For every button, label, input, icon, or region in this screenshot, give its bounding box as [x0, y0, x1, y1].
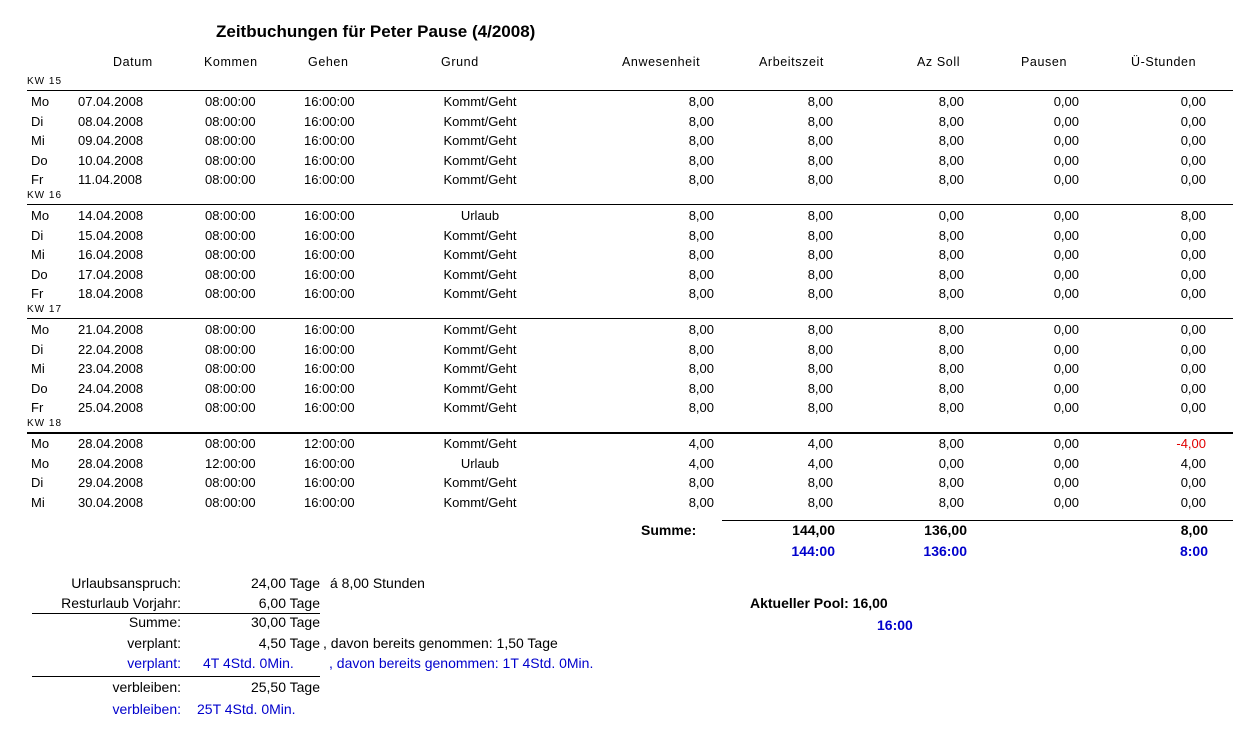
cell-anw: 8,00 — [688, 113, 714, 129]
cell-anw: 4,00 — [688, 436, 714, 451]
table-row — [0, 172, 1259, 192]
cell-pausen: 0,00 — [1053, 208, 1079, 223]
cell-grund: Kommt/Geht — [443, 152, 517, 168]
cell-ue: 0,00 — [1180, 322, 1206, 337]
cell-date: 23.04.2008 — [78, 361, 144, 377]
cell-pausen: 0,00 — [1053, 247, 1079, 263]
cell-pausen: 0,00 — [1053, 133, 1079, 149]
cell-day: Mi — [31, 247, 45, 263]
cell-kommen: 08:00:00 — [205, 322, 256, 337]
cell-kommen: 08:00:00 — [205, 361, 256, 377]
cell-date: 21.04.2008 — [78, 322, 144, 337]
cell-arb: 8,00 — [807, 266, 833, 282]
cell-gehen: 12:00:00 — [304, 436, 355, 451]
header-datum: Datum — [113, 55, 153, 69]
table-row — [0, 456, 1259, 476]
cell-arb: 8,00 — [807, 94, 833, 109]
cell-pausen: 0,00 — [1053, 94, 1079, 109]
cell-grund: Kommt/Geht — [443, 266, 517, 282]
table-row — [0, 342, 1259, 362]
cell-gehen: 16:00:00 — [304, 361, 355, 377]
cell-anw: 8,00 — [688, 475, 714, 491]
verbleiben-label: verbleiben: — [112, 679, 181, 695]
cell-date: 08.04.2008 — [78, 113, 144, 129]
summe-ue-stunden-hm: 8:00 — [1179, 543, 1208, 559]
cell-date: 09.04.2008 — [78, 133, 144, 149]
pool-label: Aktueller Pool: 16,00 — [750, 595, 888, 611]
cell-date: 28.04.2008 — [78, 455, 144, 471]
cell-grund: Kommt/Geht — [443, 172, 517, 188]
cell-grund: Kommt/Geht — [443, 400, 517, 416]
cell-soll: 8,00 — [938, 247, 964, 263]
week-divider — [27, 432, 1233, 434]
cell-ue: 0,00 — [1180, 266, 1206, 282]
cell-gehen: 16:00:00 — [304, 227, 355, 243]
cell-gehen: 16:00:00 — [304, 400, 355, 416]
cell-gehen: 16:00:00 — [304, 247, 355, 263]
cell-ue: 0,00 — [1180, 113, 1206, 129]
week-label: KW 18 — [27, 418, 63, 429]
cell-anw: 8,00 — [688, 494, 714, 510]
cell-gehen: 16:00:00 — [304, 152, 355, 168]
cell-arb: 8,00 — [807, 133, 833, 149]
cell-gehen: 16:00:00 — [304, 475, 355, 491]
cell-kommen: 08:00:00 — [205, 208, 256, 223]
cell-soll: 8,00 — [938, 266, 964, 282]
cell-day: Di — [31, 475, 44, 491]
cell-grund: Kommt/Geht — [443, 286, 517, 302]
cell-grund: Kommt/Geht — [443, 247, 517, 263]
urlaubsanspruch-value: 24,00 Tage — [250, 575, 320, 591]
urlaub-summe-label: Summe: — [128, 614, 181, 630]
cell-soll: 8,00 — [938, 322, 964, 337]
urlaubsanspruch-suffix: á 8,00 Stunden — [330, 575, 425, 591]
verplant-value: 4,50 Tage — [258, 635, 320, 651]
table-row — [0, 133, 1259, 153]
cell-day: Mi — [31, 133, 45, 149]
cell-kommen: 08:00:00 — [205, 475, 256, 491]
cell-anw: 8,00 — [688, 94, 714, 109]
cell-kommen: 08:00:00 — [205, 400, 256, 416]
cell-gehen: 16:00:00 — [304, 494, 355, 510]
cell-anw: 8,00 — [688, 341, 714, 357]
cell-kommen: 08:00:00 — [205, 494, 256, 510]
cell-arb: 8,00 — [807, 475, 833, 491]
table-row — [0, 436, 1259, 456]
sum-divider — [722, 520, 1233, 521]
cell-grund: Kommt/Geht — [443, 94, 517, 109]
table-row — [0, 286, 1259, 306]
pool-value-hm: 16:00 — [877, 617, 913, 633]
header-grund: Grund — [441, 55, 479, 69]
cell-soll: 8,00 — [938, 152, 964, 168]
header-arbeitszeit: Arbeitszeit — [759, 55, 824, 69]
summe-label: Summe: — [641, 522, 697, 538]
cell-ue: 0,00 — [1180, 341, 1206, 357]
verbleiben-value: 25,50 Tage — [250, 679, 320, 695]
cell-pausen: 0,00 — [1053, 400, 1079, 416]
cell-day: Di — [31, 113, 44, 129]
cell-ue: 0,00 — [1180, 361, 1206, 377]
cell-pausen: 0,00 — [1053, 455, 1079, 471]
table-row — [0, 361, 1259, 381]
table-row — [0, 247, 1259, 267]
cell-arb: 8,00 — [807, 322, 833, 337]
urlaub-summe-value: 30,00 Tage — [250, 614, 320, 630]
cell-date: 07.04.2008 — [78, 94, 144, 109]
urlaubsanspruch-label: Urlaubsanspruch: — [71, 575, 181, 591]
summe-ue-stunden: 8,00 — [1180, 522, 1208, 538]
cell-day: Fr — [31, 286, 44, 302]
cell-date: 22.04.2008 — [78, 341, 144, 357]
table-row — [0, 475, 1259, 495]
cell-day: Mo — [31, 436, 50, 451]
cell-ue: 0,00 — [1180, 172, 1206, 188]
cell-kommen: 08:00:00 — [205, 152, 256, 168]
summe-az-soll-hm: 136:00 — [923, 543, 967, 559]
cell-ue: 0,00 — [1180, 380, 1206, 396]
cell-soll: 0,00 — [938, 208, 964, 223]
cell-date: 30.04.2008 — [78, 494, 144, 510]
verbleiben-hm-value: 25T 4Std. 0Min. — [197, 701, 296, 717]
cell-arb: 8,00 — [807, 208, 833, 223]
week-divider — [27, 318, 1233, 319]
cell-gehen: 16:00:00 — [304, 113, 355, 129]
cell-gehen: 16:00:00 — [304, 94, 355, 109]
cell-arb: 4,00 — [807, 455, 833, 471]
verplant-label: verplant: — [127, 635, 181, 651]
cell-day: Do — [31, 152, 48, 168]
cell-anw: 8,00 — [688, 322, 714, 337]
cell-anw: 8,00 — [688, 266, 714, 282]
cell-grund: Kommt/Geht — [443, 322, 517, 337]
cell-ue: 0,00 — [1180, 152, 1206, 168]
cell-pausen: 0,00 — [1053, 266, 1079, 282]
cell-soll: 8,00 — [938, 286, 964, 302]
resturlaub-value: 6,00 Tage — [258, 595, 320, 611]
cell-soll: 8,00 — [938, 494, 964, 510]
cell-day: Do — [31, 266, 48, 282]
cell-ue: -4,00 — [1176, 436, 1206, 451]
cell-ue: 0,00 — [1180, 94, 1206, 109]
table-row — [0, 267, 1259, 287]
header-pausen: Pausen — [1021, 55, 1067, 69]
table-row — [0, 208, 1259, 228]
cell-soll: 8,00 — [938, 172, 964, 188]
table-row — [0, 400, 1259, 420]
cell-grund: Kommt/Geht — [443, 494, 517, 510]
cell-grund: Kommt/Geht — [443, 133, 517, 149]
cell-anw: 8,00 — [688, 133, 714, 149]
cell-arb: 8,00 — [807, 172, 833, 188]
cell-date: 16.04.2008 — [78, 247, 144, 263]
cell-anw: 8,00 — [688, 286, 714, 302]
cell-arb: 8,00 — [807, 227, 833, 243]
cell-arb: 8,00 — [807, 400, 833, 416]
verplant-hm-label: verplant: — [127, 655, 181, 671]
table-row — [0, 228, 1259, 248]
table-row — [0, 94, 1259, 114]
cell-grund: Kommt/Geht — [443, 227, 517, 243]
cell-pausen: 0,00 — [1053, 113, 1079, 129]
week-divider — [27, 90, 1233, 91]
cell-grund: Kommt/Geht — [443, 113, 517, 129]
cell-gehen: 16:00:00 — [304, 380, 355, 396]
cell-soll: 8,00 — [938, 227, 964, 243]
table-row — [0, 322, 1259, 342]
cell-ue: 0,00 — [1180, 475, 1206, 491]
cell-date: 17.04.2008 — [78, 266, 144, 282]
cell-gehen: 16:00:00 — [304, 172, 355, 188]
cell-kommen: 08:00:00 — [205, 266, 256, 282]
cell-day: Mo — [31, 455, 50, 471]
cell-grund: Urlaub — [460, 455, 500, 471]
cell-ue: 0,00 — [1180, 227, 1206, 243]
cell-soll: 8,00 — [938, 113, 964, 129]
cell-date: 18.04.2008 — [78, 286, 144, 302]
summe-arbeitszeit-hm: 144:00 — [791, 543, 835, 559]
cell-anw: 8,00 — [688, 380, 714, 396]
cell-soll: 8,00 — [938, 436, 964, 451]
cell-pausen: 0,00 — [1053, 152, 1079, 168]
cell-arb: 8,00 — [807, 341, 833, 357]
cell-arb: 4,00 — [807, 436, 833, 451]
cell-anw: 8,00 — [688, 247, 714, 263]
cell-day: Mi — [31, 494, 45, 510]
cell-date: 29.04.2008 — [78, 475, 144, 491]
cell-anw: 8,00 — [688, 361, 714, 377]
cell-date: 10.04.2008 — [78, 152, 144, 168]
cell-grund: Kommt/Geht — [443, 436, 517, 451]
cell-grund: Kommt/Geht — [443, 380, 517, 396]
cell-anw: 4,00 — [688, 455, 714, 471]
cell-gehen: 16:00:00 — [304, 322, 355, 337]
cell-grund: Kommt/Geht — [443, 341, 517, 357]
cell-ue: 4,00 — [1180, 455, 1206, 471]
cell-gehen: 16:00:00 — [304, 341, 355, 357]
cell-kommen: 08:00:00 — [205, 113, 256, 129]
verplant-hm-suffix: , davon bereits genommen: 1T 4Std. 0Min. — [329, 655, 594, 671]
resturlaub-label: Resturlaub Vorjahr: — [61, 595, 181, 611]
cell-ue: 0,00 — [1180, 400, 1206, 416]
table-row — [0, 153, 1259, 173]
header-az-soll: Az Soll — [917, 55, 961, 69]
cell-day: Mi — [31, 361, 45, 377]
cell-grund: Kommt/Geht — [443, 361, 517, 377]
cell-pausen: 0,00 — [1053, 172, 1079, 188]
cell-soll: 0,00 — [938, 455, 964, 471]
cell-arb: 8,00 — [807, 286, 833, 302]
table-row — [0, 381, 1259, 401]
cell-soll: 8,00 — [938, 361, 964, 377]
cell-grund: Kommt/Geht — [443, 475, 517, 491]
cell-pausen: 0,00 — [1053, 341, 1079, 357]
cell-soll: 8,00 — [938, 400, 964, 416]
cell-gehen: 16:00:00 — [304, 133, 355, 149]
cell-gehen: 16:00:00 — [304, 286, 355, 302]
cell-kommen: 12:00:00 — [205, 455, 256, 471]
cell-kommen: 08:00:00 — [205, 94, 256, 109]
cell-pausen: 0,00 — [1053, 494, 1079, 510]
verplant-hm-value: 4T 4Std. 0Min. — [203, 655, 294, 671]
week-label: KW 16 — [27, 190, 63, 201]
cell-arb: 8,00 — [807, 247, 833, 263]
header-kommen: Kommen — [204, 55, 258, 69]
week-label: KW 15 — [27, 76, 63, 87]
cell-anw: 8,00 — [688, 400, 714, 416]
verbleiben-hm-label: verbleiben: — [112, 701, 181, 717]
cell-pausen: 0,00 — [1053, 380, 1079, 396]
cell-pausen: 0,00 — [1053, 436, 1079, 451]
week-divider — [27, 204, 1233, 205]
cell-day: Fr — [31, 172, 44, 188]
cell-kommen: 08:00:00 — [205, 380, 256, 396]
cell-ue: 0,00 — [1180, 133, 1206, 149]
cell-ue: 0,00 — [1180, 247, 1206, 263]
cell-kommen: 08:00:00 — [205, 247, 256, 263]
cell-gehen: 16:00:00 — [304, 208, 355, 223]
cell-date: 11.04.2008 — [78, 172, 143, 188]
cell-date: 25.04.2008 — [78, 400, 144, 416]
cell-anw: 8,00 — [688, 172, 714, 188]
cell-pausen: 0,00 — [1053, 286, 1079, 302]
cell-date: 28.04.2008 — [78, 436, 144, 451]
cell-soll: 8,00 — [938, 475, 964, 491]
cell-pausen: 0,00 — [1053, 475, 1079, 491]
cell-ue: 0,00 — [1180, 494, 1206, 510]
cell-arb: 8,00 — [807, 494, 833, 510]
cell-arb: 8,00 — [807, 152, 833, 168]
header-anwesenheit: Anwesenheit — [622, 55, 701, 69]
header-ue-stunden: Ü-Stunden — [1131, 55, 1197, 69]
summe-az-soll: 136,00 — [924, 522, 967, 538]
cell-kommen: 08:00:00 — [205, 341, 256, 357]
table-row — [0, 114, 1259, 134]
cell-kommen: 08:00:00 — [205, 227, 256, 243]
cell-date: 14.04.2008 — [78, 208, 144, 223]
cell-kommen: 08:00:00 — [205, 286, 256, 302]
week-label: KW 17 — [27, 304, 63, 315]
cell-day: Di — [31, 341, 44, 357]
cell-ue: 0,00 — [1180, 286, 1206, 302]
cell-kommen: 08:00:00 — [205, 172, 256, 188]
cell-soll: 8,00 — [938, 341, 964, 357]
cell-pausen: 0,00 — [1053, 361, 1079, 377]
cell-day: Mo — [31, 322, 50, 337]
cell-arb: 8,00 — [807, 113, 833, 129]
cell-day: Di — [31, 227, 44, 243]
summe-arbeitszeit: 144,00 — [792, 522, 835, 538]
cell-anw: 8,00 — [688, 208, 714, 223]
cell-ue: 8,00 — [1180, 208, 1206, 223]
cell-day: Mo — [31, 208, 50, 223]
cell-day: Mo — [31, 94, 50, 109]
cell-gehen: 16:00:00 — [304, 266, 355, 282]
cell-kommen: 08:00:00 — [205, 436, 256, 451]
cell-day: Fr — [31, 400, 44, 416]
cell-soll: 8,00 — [938, 94, 964, 109]
cell-grund: Urlaub — [460, 208, 500, 223]
cell-day: Do — [31, 380, 48, 396]
cell-date: 15.04.2008 — [78, 227, 144, 243]
cell-soll: 8,00 — [938, 380, 964, 396]
verbleiben-divider — [32, 676, 320, 677]
table-row — [0, 495, 1259, 515]
cell-anw: 8,00 — [688, 227, 714, 243]
verplant-suffix: , davon bereits genommen: 1,50 Tage — [323, 635, 558, 651]
report-title: Zeitbuchungen für Peter Pause (4/2008) — [216, 22, 536, 41]
cell-arb: 8,00 — [807, 361, 833, 377]
cell-anw: 8,00 — [688, 152, 714, 168]
cell-arb: 8,00 — [807, 380, 833, 396]
cell-soll: 8,00 — [938, 133, 964, 149]
cell-pausen: 0,00 — [1053, 227, 1079, 243]
cell-gehen: 16:00:00 — [304, 455, 355, 471]
header-gehen: Gehen — [308, 55, 349, 69]
cell-kommen: 08:00:00 — [205, 133, 256, 149]
cell-date: 24.04.2008 — [78, 380, 144, 396]
cell-pausen: 0,00 — [1053, 322, 1079, 337]
